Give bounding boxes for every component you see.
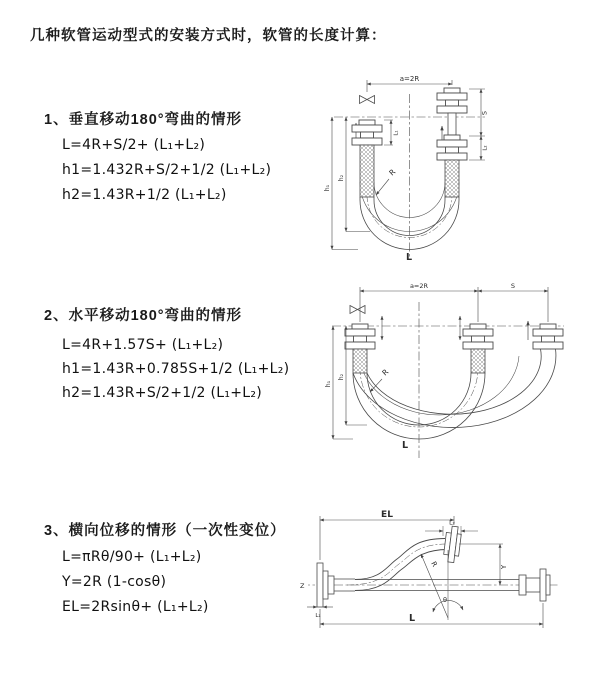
length-label: L [406,252,413,262]
section-3-formula-EL: EL=2Rsinθ+ (L₁+L₂) [62,599,209,615]
section-2-formula-h1: h1=1.43R+0.785S+1/2 (L₁+L₂) [62,361,290,377]
section-1-heading: 1、垂直移动180°弯曲的情形 [44,112,243,128]
dimension-l [320,603,543,628]
flange-left [317,563,334,607]
section-2-formula-L: L=4R+1.57S+ (L₁+L₂) [62,337,224,353]
length-label: L [409,613,416,624]
dim-label-l2: L₂ [482,145,489,151]
section-1-formula-h1: h1=1.432R+S/2+1/2 (L₁+L₂) [62,162,272,178]
section-1-formula-h2: h2=1.43R+1/2 (L₁+L₂) [62,187,227,203]
pipe-right [448,113,456,135]
length-label: L [402,440,409,451]
dim-label-h1: h₁ [325,380,332,388]
section-3-formula-L: L=πRθ/90+ (L₁+L₂) [62,549,202,565]
flange-fitting-right-lower [437,135,467,160]
diagram-horizontal-movement-180 [312,276,597,464]
dim-label-l1: L₁ [315,613,321,619]
diagram-vertical-movement-180 [312,70,597,262]
dim-label-y: Y [500,564,508,570]
hose-loop-moved [353,349,556,428]
section-2-heading: 2、水平移动180°弯曲的情形 [44,308,243,324]
dim-label-a2r: a=2R [409,282,429,290]
dimension-l1 [384,120,393,145]
flange-right-original [519,569,550,601]
braided-hose-left [353,349,367,373]
hose-loop-phantom [360,356,519,427]
dim-label-s: S [510,282,516,290]
dim-label-h2: h₂ [338,373,345,381]
flange-fitting-left [345,324,375,349]
braided-hose-left [360,145,374,197]
section-1-formula-L: L=4R+S/2+ (L₁+L₂) [62,137,206,153]
braided-hose-right [445,160,459,197]
braided-hose-middle [471,349,485,373]
flange-fitting-right-raised [437,88,467,113]
angle-label: θ [443,596,447,604]
diagram-lateral-displacement [297,500,597,638]
dimension-a2r-and-s [360,287,548,322]
dim-label-h1: h₁ [324,184,331,192]
valve-icon [350,306,365,314]
centerlines [334,94,485,258]
flange-fitting-left [352,120,382,145]
radius-label: R [387,167,398,178]
dim-label-s: S [480,110,489,116]
dimension-y [459,544,503,585]
dim-label-l1: L₁ [393,130,400,136]
dim-label-el: EL [381,510,393,520]
radius-label: R [380,367,391,378]
section-3-heading: 3、横向位移的情形（一次性变位） [44,523,286,539]
valve-icon [360,96,375,104]
section-2-formula-h2: h2=1.43R+S/2+1/2 (L₁+L₂) [62,385,263,401]
radius-label: R [429,560,439,569]
dimension-el [320,516,454,560]
flange-right-displaced [443,526,462,564]
flange-fitting-right [533,324,563,349]
dim-label-h2: h₂ [338,174,345,182]
radius-leader [376,179,389,195]
dim-label-l2: L₂ [449,519,455,527]
axis-mark-label: Z [300,582,305,590]
dim-label-a2r: a=2R [399,75,420,83]
page-title: 几种软管运动型式的安装方式时，软管的长度计算： [30,28,387,44]
flange-fitting-middle [463,324,493,349]
section-3-formula-Y: Y=2R (1-cosθ) [62,574,167,590]
